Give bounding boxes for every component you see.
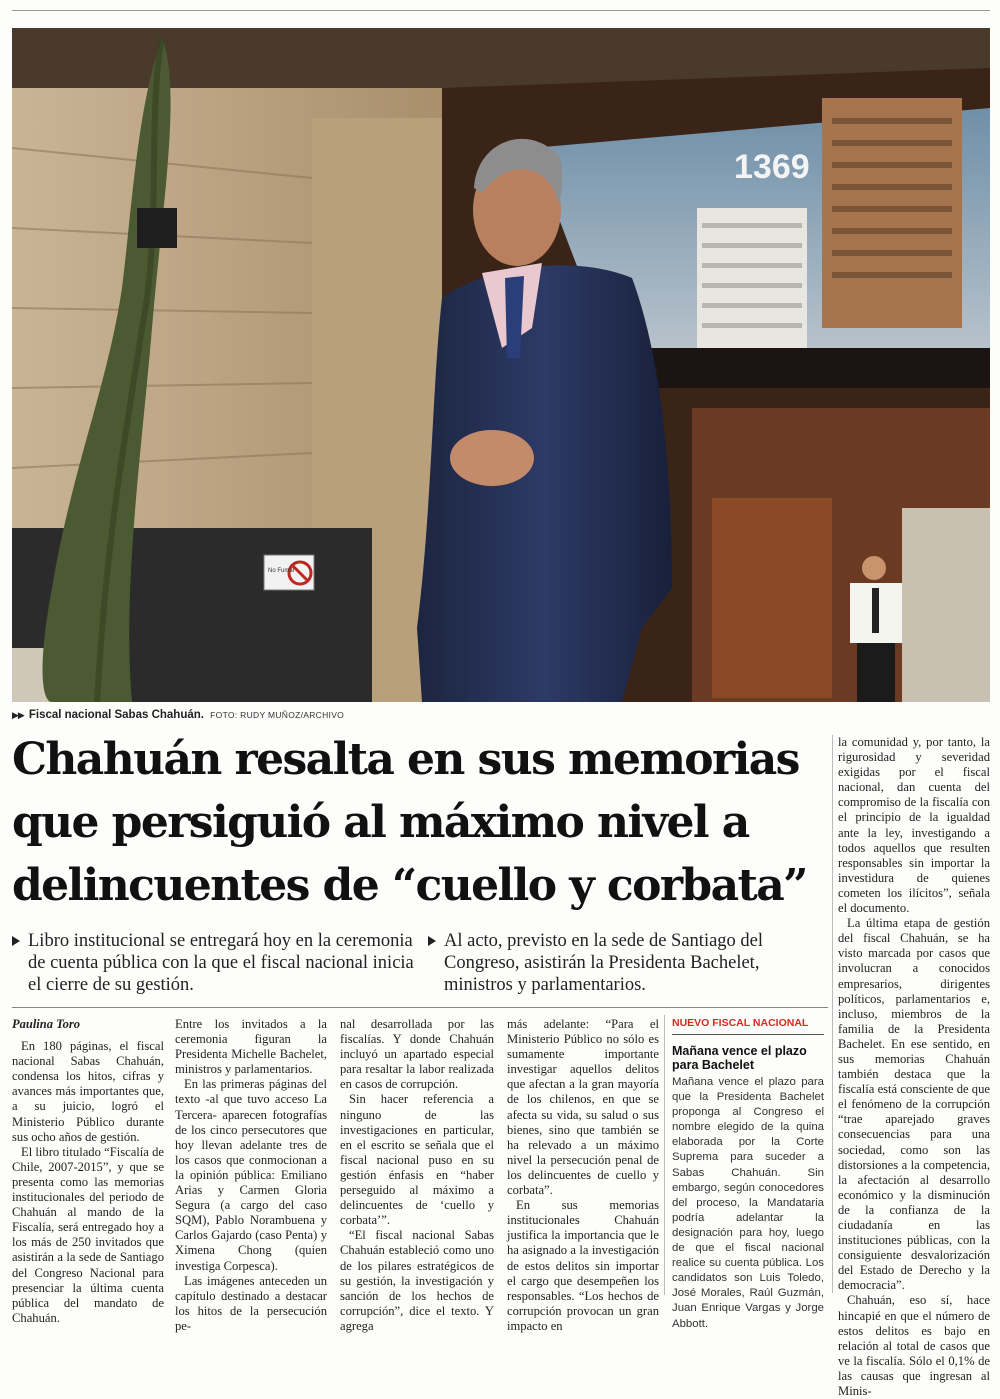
bullet-triangle-icon <box>12 936 20 946</box>
building-number: 1369 <box>734 148 810 186</box>
article-column-2 <box>175 1017 327 1333</box>
caption-name: Fiscal nacional Sabas Chahuán. <box>28 709 204 721</box>
section-divider <box>12 1007 828 1008</box>
sidebar-body: Mañana vence el plazo para que la Presidenta Bachelet proponga al Congreso el nombre elegido de la quina elaborada por la Corte Suprema para suceder a Sabas Chahuán. Sin embargo, según conocedores del proceso, la Mandataria podría adelantar la designación para hoy, luego de que el fiscal nacional realice su cuenta pública. Los candidatos son Luis Toledo, José Morales, Raúl Guzmán, Juan Enrique Vargas y Jorge Abbott. <box>672 1076 824 1330</box>
summary-bullet-text: Libro institucional se entregará hoy en la ceremonia de cuenta pública con la que el fiscal nacional inicia el cierre de su gestión. <box>28 931 414 995</box>
paragraph: Chahuán, eso sí, hace hincapié en que el número de estos delitos es bajo en relación al total de casos que ve la fiscalía. Sólo el 0,1% de las causas que ingresan al Minis- <box>838 1293 990 1399</box>
bullet-triangle-icon <box>428 936 436 946</box>
photo-caption <box>12 709 344 721</box>
news-photo <box>12 28 990 702</box>
paragraph: En 180 páginas, el fiscal nacional Sabas Chahuán, condensa los hitos, cifras y avances más importantes que, a su juicio, logró el Ministerio Público durante sus ocho años de gestión. <box>12 1039 164 1144</box>
paragraph: más adelante: “Para el Ministerio Público no sólo es sumamente importante investigar aquellos delitos que afectan a la gran mayoría de los chilenos, en que se afecta su vida, su salud o sus bienes, sino que también se ha relevado a un máximo nivel la persecución penal de los delincuentes de cuello y corbata”. <box>507 1017 659 1198</box>
photo-credit: FOTO: RUDY MUÑOZ/ARCHIVO <box>210 710 345 720</box>
article-column-6 <box>838 735 990 1399</box>
paragraph: la comunidad y, por tanto, la rigurosidad y severidad exigidas por el fiscal nacional, dan cuenta del compromiso de la fiscalía con el principio de la igualdad ante la ley, investigando a todos aquellos que resulten responsables sin importar la investidura de quienes cometen los ilícitos”, señala el documento. <box>838 735 990 916</box>
paragraph: Entre los invitados a la ceremonia figuran la Presidenta Michelle Bachelet, ministros y parlamentarios. <box>175 1017 327 1077</box>
paragraph: En las primeras páginas del texto -al que tuvo acceso La Tercera- aparecen fotografías de los cinco persecutores que hoy llevan adelante tres de los casos que conmocionan a la opinión pública: Emiliano Arias y Carmen Gloria Segura (a cargo del caso SQM), Pablo Norambuena y Carlos Gajardo (caso Penta) y Ximena Chong (quien investiga Corpesca). <box>175 1077 327 1273</box>
top-rule <box>12 10 990 11</box>
paragraph: “El fiscal nacional Sabas Chahuán estableció como uno de los pilares estratégicos de su gestión, la investigación y sanción de los hechos de corrupción”, dice el texto. Y agrega <box>340 1228 494 1333</box>
paragraph: nal desarrollada por las fiscalías. Y donde Chahuán incluyó un apartado especial para resaltar la labor realizada en casos de corrupción. <box>340 1017 494 1092</box>
paragraph: Sin hacer referencia a ninguno de las investigaciones en particular, en el escrito se señala que el fiscal nacional puso en su gestión énfasis en “haber perseguido al máximo a delincuentes de ‘cuello y corbata’”. <box>340 1092 494 1228</box>
sidebar-title: Mañana vence el plazo para Bachelet <box>672 1044 807 1072</box>
paragraph: En sus memorias institucionales Chahuán justifica la importancia que le ha asignado a la investigación de estos delitos sin importar el cargo que desempeñen los responsables. “Los hechos de corrupción provocan un gran impacto en <box>507 1198 659 1333</box>
summary-bullet-text: Al acto, previsto en la sede de Santiago del Congreso, asistirán la Presidenta Bachelet, ministros y parlamentarios. <box>444 931 764 995</box>
article-column-4 <box>507 1017 659 1333</box>
article-column-3 <box>340 1017 494 1333</box>
headline <box>12 728 827 917</box>
headline-line-1: Chahuán resalta en sus memorias <box>12 734 799 785</box>
summary-bullet-2 <box>428 930 828 996</box>
sidebar-box <box>672 1017 824 1330</box>
sidebar-divider <box>664 1015 665 1295</box>
sidebar-kicker: NUEVO FISCAL NACIONAL <box>672 1017 824 1035</box>
headline-line-3: delincuentes de “cuello y corbata” <box>12 860 807 911</box>
no-smoking-sign: No Fumar <box>268 568 295 574</box>
paragraph: La última etapa de gestión del fiscal Chahuán, se ha visto marcada por casos que involucran a conocidos empresarios, dirigentes políticos, parlamentarios e, incluso, miembros de la familia de la Presidenta Bachelet. En ese sentido, en sus memorias Chahuán también destaca que la fiscalía está consciente de que el fenómeno de la corrupción “trae aparejado graves consecuencias para una sociedad, como son las distorsiones a la competencia, la afectación al desarrollo económico y la disminución de la confianza de la ciudadanía en las instituciones públicas, con la consiguiente desvalorización del Estado de Derecho y la democracia”. <box>838 916 990 1293</box>
article-column-1 <box>12 1017 164 1325</box>
summary-bullet-1 <box>12 930 417 996</box>
paragraph: Las imágenes anteceden un capítulo destinado a destacar los hitos de la persecución pe- <box>175 1273 327 1333</box>
caption-arrows-icon: ▶▶ <box>12 710 24 720</box>
byline: Paulina Toro <box>12 1017 80 1031</box>
paragraph: El libro titulado “Fiscalía de Chile, 2007-2015”, y que se presenta como las memorias institucionales del periodo de Chahuán al mando de la Fiscalía, será entregado hoy a los más de 250 invitados que asistirán a la sede de Santiago del Congreso Nacional para presenciar la última cuenta pública del mandato de Chahuán. <box>12 1144 164 1325</box>
column-divider <box>832 735 833 1293</box>
headline-line-2: que persiguió al máximo nivel a <box>12 797 749 848</box>
